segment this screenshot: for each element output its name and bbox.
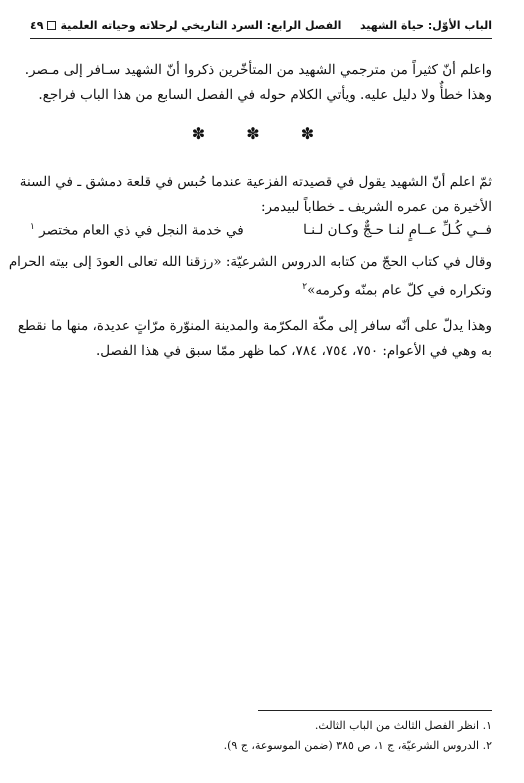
footnote-1: ١. انظر الفصل الثالث من الباب الثالث. <box>314 719 492 732</box>
paragraph-1-line-1: واعلم أنّ كثيراً من مترجمي الشهيد من المتأخّرين ذكروا أنّ الشهيد سـافر إلى مـصر. <box>24 62 492 78</box>
paragraph-1-line-2: وهذا خطأٌ ولا دليل عليه. ويأتي الكلام حوله في الفصل السابع من هذا الباب فراجع. <box>38 87 492 103</box>
header-divider <box>30 38 492 39</box>
paragraph-4-line-1: وهذا يدلّ على أنّه سافر إلى مكّة المكرّمة والمدينة المنوّرة مرّاتٍ عديدة، منها ما نقطع <box>17 318 492 334</box>
footnote-divider <box>258 710 492 711</box>
verse-first-hemistich: فــي كُـلِّ عــامٍ لنـا حـجٌّ وكـان لـنـا <box>303 222 492 238</box>
verse-second-hemistich-group <box>30 222 244 246</box>
paragraph-2 <box>19 170 492 220</box>
paragraph-1 <box>24 58 492 108</box>
paragraph-3 <box>8 250 492 304</box>
footnote-2: ٢. الدروس الشرعيّة، ج ١، ص ٣٨٥ (ضمن الموسوعة، ج ٩). <box>223 739 492 752</box>
paragraph-2-line-2: الأخيرة من عمره الشريف ـ خطاباً لبيدمر: <box>260 199 492 215</box>
header-section-title: الفصل الرابع: السرد التاريخي لرحلاته وحياته العلمية <box>60 18 342 32</box>
paragraph-3-line-2: وتكراره في كلّ عام بمنّه وكرمه» <box>307 282 492 299</box>
poetry-verse <box>30 222 492 246</box>
paragraph-2-line-1: ثمّ اعلم أنّ الشهيد يقول في قصيدته الفزعية عندما حُبس في قلعة دمشق ـ في السنة <box>19 174 492 190</box>
paragraph-4-line-2: به وهي في الأعوام: ٧٥٠، ٧٥٤، ٧٨٤، كما ظهر ممّا سبق في هذا الفصل. <box>95 343 492 359</box>
paragraph-3-line-2-group <box>30 275 492 304</box>
paragraph-4 <box>17 314 492 364</box>
header-chapter-title: الباب الأوّل: حياة الشهيد <box>359 18 492 32</box>
paragraph-3-line-1: وقال في كتاب الحجّ من كتابه الدروس الشرعيّة: «رزقنا الله تعالى العودَ إلى بيته الحرام <box>8 254 492 270</box>
square-separator-icon <box>47 21 56 30</box>
page-number: ٤٩ <box>30 18 44 32</box>
footnotes <box>30 716 492 756</box>
section-separator: ✽ ✽ ✽ <box>191 124 333 143</box>
header-section-group <box>30 19 341 32</box>
footnote-ref-2[interactable]: ٢ <box>302 282 308 292</box>
footnote-ref-1[interactable]: ١ <box>30 222 35 232</box>
verse-second-hemistich: في خدمة النجل في ذي العام مختصر <box>39 222 244 239</box>
page-header <box>30 14 492 36</box>
